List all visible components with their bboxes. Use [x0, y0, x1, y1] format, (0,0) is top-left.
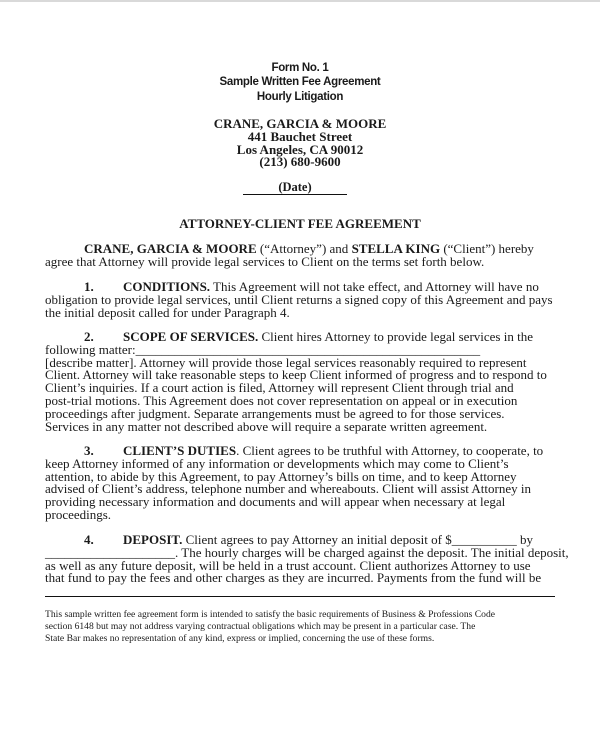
text-segment: obligation to provide legal services, until Client returns a signed copy of this Agreement and pays — [45, 291, 553, 307]
text-segment: attention, to abide by this Agreement, to pay Attorney’s bills on time, and to keep Attorney — [45, 468, 517, 484]
text-segment: post-trial motions. This Agreement does not cover representation on appeal or in execution — [45, 393, 518, 408]
bold-heading: CLIENT’S DUTIES — [123, 443, 237, 458]
page-top-border — [0, 0, 600, 2]
section-number: 4. — [84, 532, 94, 547]
date-field: (Date) — [243, 180, 347, 195]
firm-street: 441 Bauchet Street — [247, 129, 353, 144]
bold-heading: CONDITIONS. — [123, 279, 211, 294]
firm-name: CRANE, GARCIA & MOORE — [213, 116, 387, 131]
text-segment: providing necessary information and documents and will appear when necessary at legal — [45, 494, 506, 510]
text-segment: agree that Attorney will provide legal services to Client on the terms set forth below. — [45, 253, 485, 269]
footnote-divider — [45, 596, 555, 597]
text-segment: proceedings. — [45, 507, 112, 522]
form-number: Form No. 1 — [271, 62, 329, 74]
text-segment: Services in any matter not described above will require a separate written agreement. — [45, 418, 488, 434]
agreement-title: ATTORNEY-CLIENT FEE AGREEMENT — [179, 216, 421, 231]
text-segment: (“Client”) hereby — [440, 241, 534, 256]
text-segment: following matter:_____________________________________________________ — [45, 341, 481, 357]
text-segment: keep Attorney informed of any information or developments which may come to Client’s — [45, 455, 509, 471]
text-segment: Client. Attorney will take reasonable steps to keep Client informed of progress and to respond to — [45, 367, 547, 383]
text-segment: (“Attorney”) and — [256, 241, 352, 256]
text-segment: as well as any future deposit, will be held in a trust account. Client authorizes Attorney to use — [45, 557, 531, 573]
text-segment: that fund to pay the fees and other charges as they are incurred. Payments from the fund will be — [45, 570, 542, 586]
section-number: 3. — [84, 443, 94, 458]
text-segment: advised of Client’s address, telephone number and whereabouts. Client will assist Attorney in — [45, 481, 531, 497]
footnote-line: This sample written fee agreement form is intended to satisfy the basic requirements of Business & Professions Code — [45, 609, 496, 620]
bold-heading: STELLA KING — [351, 241, 441, 256]
bold-heading: DEPOSIT. — [123, 532, 183, 547]
paragraph-0-line — [45, 255, 484, 269]
text-segment: This Agreement will not take effect, and Attorney will have no — [210, 279, 539, 294]
text-segment: [describe matter]. Attorney will provide those legal services reasonably required to represent — [45, 354, 527, 370]
footnote-line: State Bar makes no representation of any kind, express or implied, concerning the use of these forms. — [45, 633, 435, 644]
form-subtitle-2: Hourly Litigation — [256, 91, 344, 103]
bold-heading: SCOPE OF SERVICES. — [123, 329, 259, 344]
firm-phone: (213) 680-9600 — [259, 154, 341, 169]
text-segment: Client’s inquiries. If a court action is filed, Attorney will represent Client through trial and — [45, 380, 514, 396]
paragraph-2-line — [45, 420, 487, 434]
paragraph-3-line — [45, 508, 111, 522]
text-segment: Client hires Attorney to provide legal services in the — [258, 329, 533, 344]
text-segment: the initial deposit called for under Paragraph 4. — [45, 304, 290, 320]
section-number: 2. — [84, 329, 94, 344]
text-segment: ____________________. The hourly charges will be charged against the deposit. The initial deposit, — [45, 544, 569, 560]
bold-heading: CRANE, GARCIA & MOORE — [84, 241, 257, 256]
firm-city: Los Angeles, CA 90012 — [236, 142, 364, 157]
text-segment: . Client agrees to be truthful with Attorney, to cooperate, to — [236, 443, 544, 458]
text-segment: Client agrees to pay Attorney an initial deposit of $__________ by — [182, 532, 533, 547]
text-segment: proceedings after judgment. Separate arrangements must be agreed to for those services. — [45, 405, 505, 421]
form-subtitle: Sample Written Fee Agreement — [219, 76, 381, 88]
paragraph-3-line — [45, 495, 505, 509]
section-number: 1. — [84, 279, 94, 294]
footnote-line: section 6148 but may not address varying contractual obligations which may be present in a particular case. The — [45, 621, 476, 632]
paragraph-4-line — [45, 571, 541, 585]
paragraph-1-line — [45, 306, 290, 320]
